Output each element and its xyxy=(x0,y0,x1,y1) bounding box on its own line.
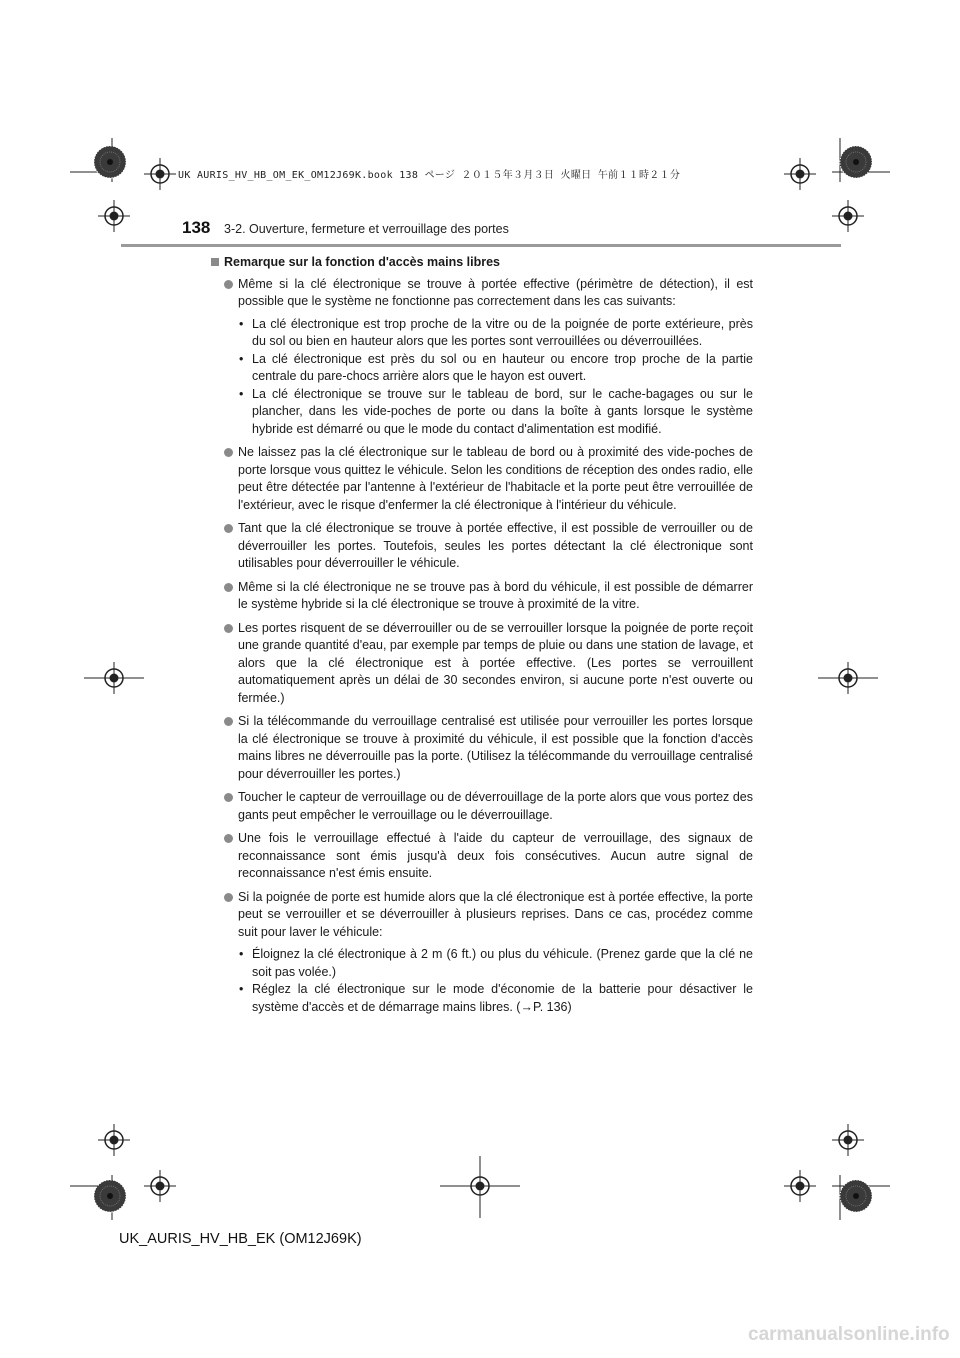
round-bullet-icon xyxy=(224,448,233,457)
book-stamp: UK AURIS_HV_HB_OM_EK_OM12J69K.book 138 ページ ２０１５年３月３日 火曜日 午前１１時２１分 xyxy=(178,170,681,181)
list-item xyxy=(224,713,753,783)
list-item xyxy=(224,620,753,708)
round-bullet-icon xyxy=(224,834,233,843)
round-bullet-icon xyxy=(224,793,233,802)
list-item-text: Même si la clé électronique se trouve à portée effective (périmètre de détection), il est possible que le système ne fonctionne pas correctement dans les cas suivants: xyxy=(238,276,753,308)
list-item xyxy=(224,579,753,614)
sub-list xyxy=(238,946,753,1016)
list-item-text: Toucher le capteur de verrouillage ou de déverrouillage de la porte alors que vous portez des gants peut empêcher le verrouillage ou le déverrouillage. xyxy=(238,790,753,822)
round-bullet-icon xyxy=(224,524,233,533)
sub-bullet-icon: • xyxy=(239,947,244,961)
list-item xyxy=(224,789,753,824)
list-item xyxy=(224,830,753,883)
sub-list-item-text: La clé électronique est trop proche de la vitre ou de la poignée de porte extérieure, près du sol ou bien en hauteur alors que les portes sont verrouillées ou déverrouillées. xyxy=(252,316,753,348)
list-item xyxy=(224,276,753,439)
sub-list-item xyxy=(238,386,753,439)
list-item-text: Si la poignée de porte est humide alors que la clé électronique est à portée effective, la porte peut se verrouiller et se déverrouiller à plusieurs reprises. Dans ce cas, procédez comme suit pour laver le véhicule: xyxy=(238,889,753,939)
sub-list-item-text: La clé électronique est près du sol ou en hauteur ou encore trop proche de la partie centrale du pare-chocs arrière alors que le hayon est ouvert. xyxy=(252,351,753,383)
heading-text: Remarque sur la fonction d'accès mains libres xyxy=(224,255,500,269)
sub-bullet-icon: • xyxy=(239,386,244,401)
list-item xyxy=(224,889,753,1017)
list-item xyxy=(224,520,753,573)
sub-bullet-icon: • xyxy=(239,351,244,366)
sub-list-item-text: Réglez la clé électronique sur le mode d'économie de la batterie pour désactiver le système d'accès et de démarrage mains libres. (→P. 136) xyxy=(252,982,753,1014)
list-item-text: Les portes risquent de se déverrouiller ou de se verrouiller lorsque la poignée de porte reçoit une grande quantité d'eau, par exemple par temps de pluie ou dans une station de lavage, et alors que la clé électronique est à portée effective. (Les portes se verrouillent automatiquement après un délai de 30 secondes environ, si aucune porte n'est ouverte ou fermée.) xyxy=(238,620,753,705)
note-list xyxy=(224,276,753,1017)
round-bullet-icon xyxy=(224,717,233,726)
list-item-text: Ne laissez pas la clé électronique sur le tableau de bord ou à proximité des vide-poches de porte lorsque vous quittez le véhicule. Selon les conditions de réception des ondes radio, elle peut être détectée par l'antenne à l'extérieur de l'habitacle et la porte peut être verrouillée de l'extérieur, avec le risque d'enfermer la clé électronique à l'intérieur du véhicule. xyxy=(238,445,753,512)
sub-list-item xyxy=(238,946,753,981)
sub-list xyxy=(238,316,753,439)
sub-bullet-icon: • xyxy=(239,982,244,996)
watermark: carmanualsonline.info xyxy=(748,1324,950,1345)
round-bullet-icon xyxy=(224,280,233,289)
document-id: UK_AURIS_HV_HB_EK (OM12J69K) xyxy=(119,1231,362,1247)
content xyxy=(224,254,753,1022)
sub-list-item xyxy=(238,981,753,1016)
sub-bullet-icon: • xyxy=(239,316,244,331)
sub-list-item-text: Éloignez la clé électronique à 2 m (6 ft.) ou plus du véhicule. (Prenez garde que la clé ne soit pas volée.) xyxy=(252,947,753,979)
section-title: 3-2. Ouverture, fermeture et verrouillage des portes xyxy=(224,222,509,236)
sub-list-item xyxy=(238,351,753,386)
header-rule xyxy=(121,244,841,247)
page-number: 138 xyxy=(182,218,211,237)
round-bullet-icon xyxy=(224,583,233,592)
list-item-text: Tant que la clé électronique se trouve à portée effective, il est possible de verrouiller ou de déverrouiller les portes. Toutefois, seules les portes détectant la clé électronique sont utilisables pour déverrouiller le véhicule. xyxy=(238,521,753,570)
round-bullet-icon xyxy=(224,893,233,902)
list-item-text: Si la télécommande du verrouillage centralisé est utilisée pour verrouiller les portes lorsque la clé électronique se trouve à proximité du véhicule, il est possible que la fonction d'accès mains libres ne déverrouille pas la porte. (Utilisez la télécommande du verrouillage centralisé pour déverrouiller les portes.) xyxy=(238,714,753,781)
sub-list-item xyxy=(238,316,753,351)
list-item-text: Une fois le verrouillage effectué à l'aide du capteur de verrouillage, des signaux de reconnaissance sont émis jusqu'à deux fois consécutives. Aucun autre signal de reconnaissance n'est émis ensuite. xyxy=(238,831,753,880)
round-bullet-icon xyxy=(224,624,233,633)
section-heading xyxy=(211,254,753,272)
list-item-text: Même si la clé électronique ne se trouve pas à bord du véhicule, il est possible de démarrer le système hybride si la clé électronique se trouve à proximité de la vitre. xyxy=(238,579,753,611)
list-item xyxy=(224,444,753,514)
square-bullet-icon xyxy=(211,258,219,266)
sub-list-item-text: La clé électronique se trouve sur le tableau de bord, sur le cache-bagages ou sur le plancher, dans les vide-poches de porte ou dans la boîte à gants lorsque le système hybride est démarré ou que le mode du contact d'alimentation est modifié. xyxy=(252,386,753,436)
